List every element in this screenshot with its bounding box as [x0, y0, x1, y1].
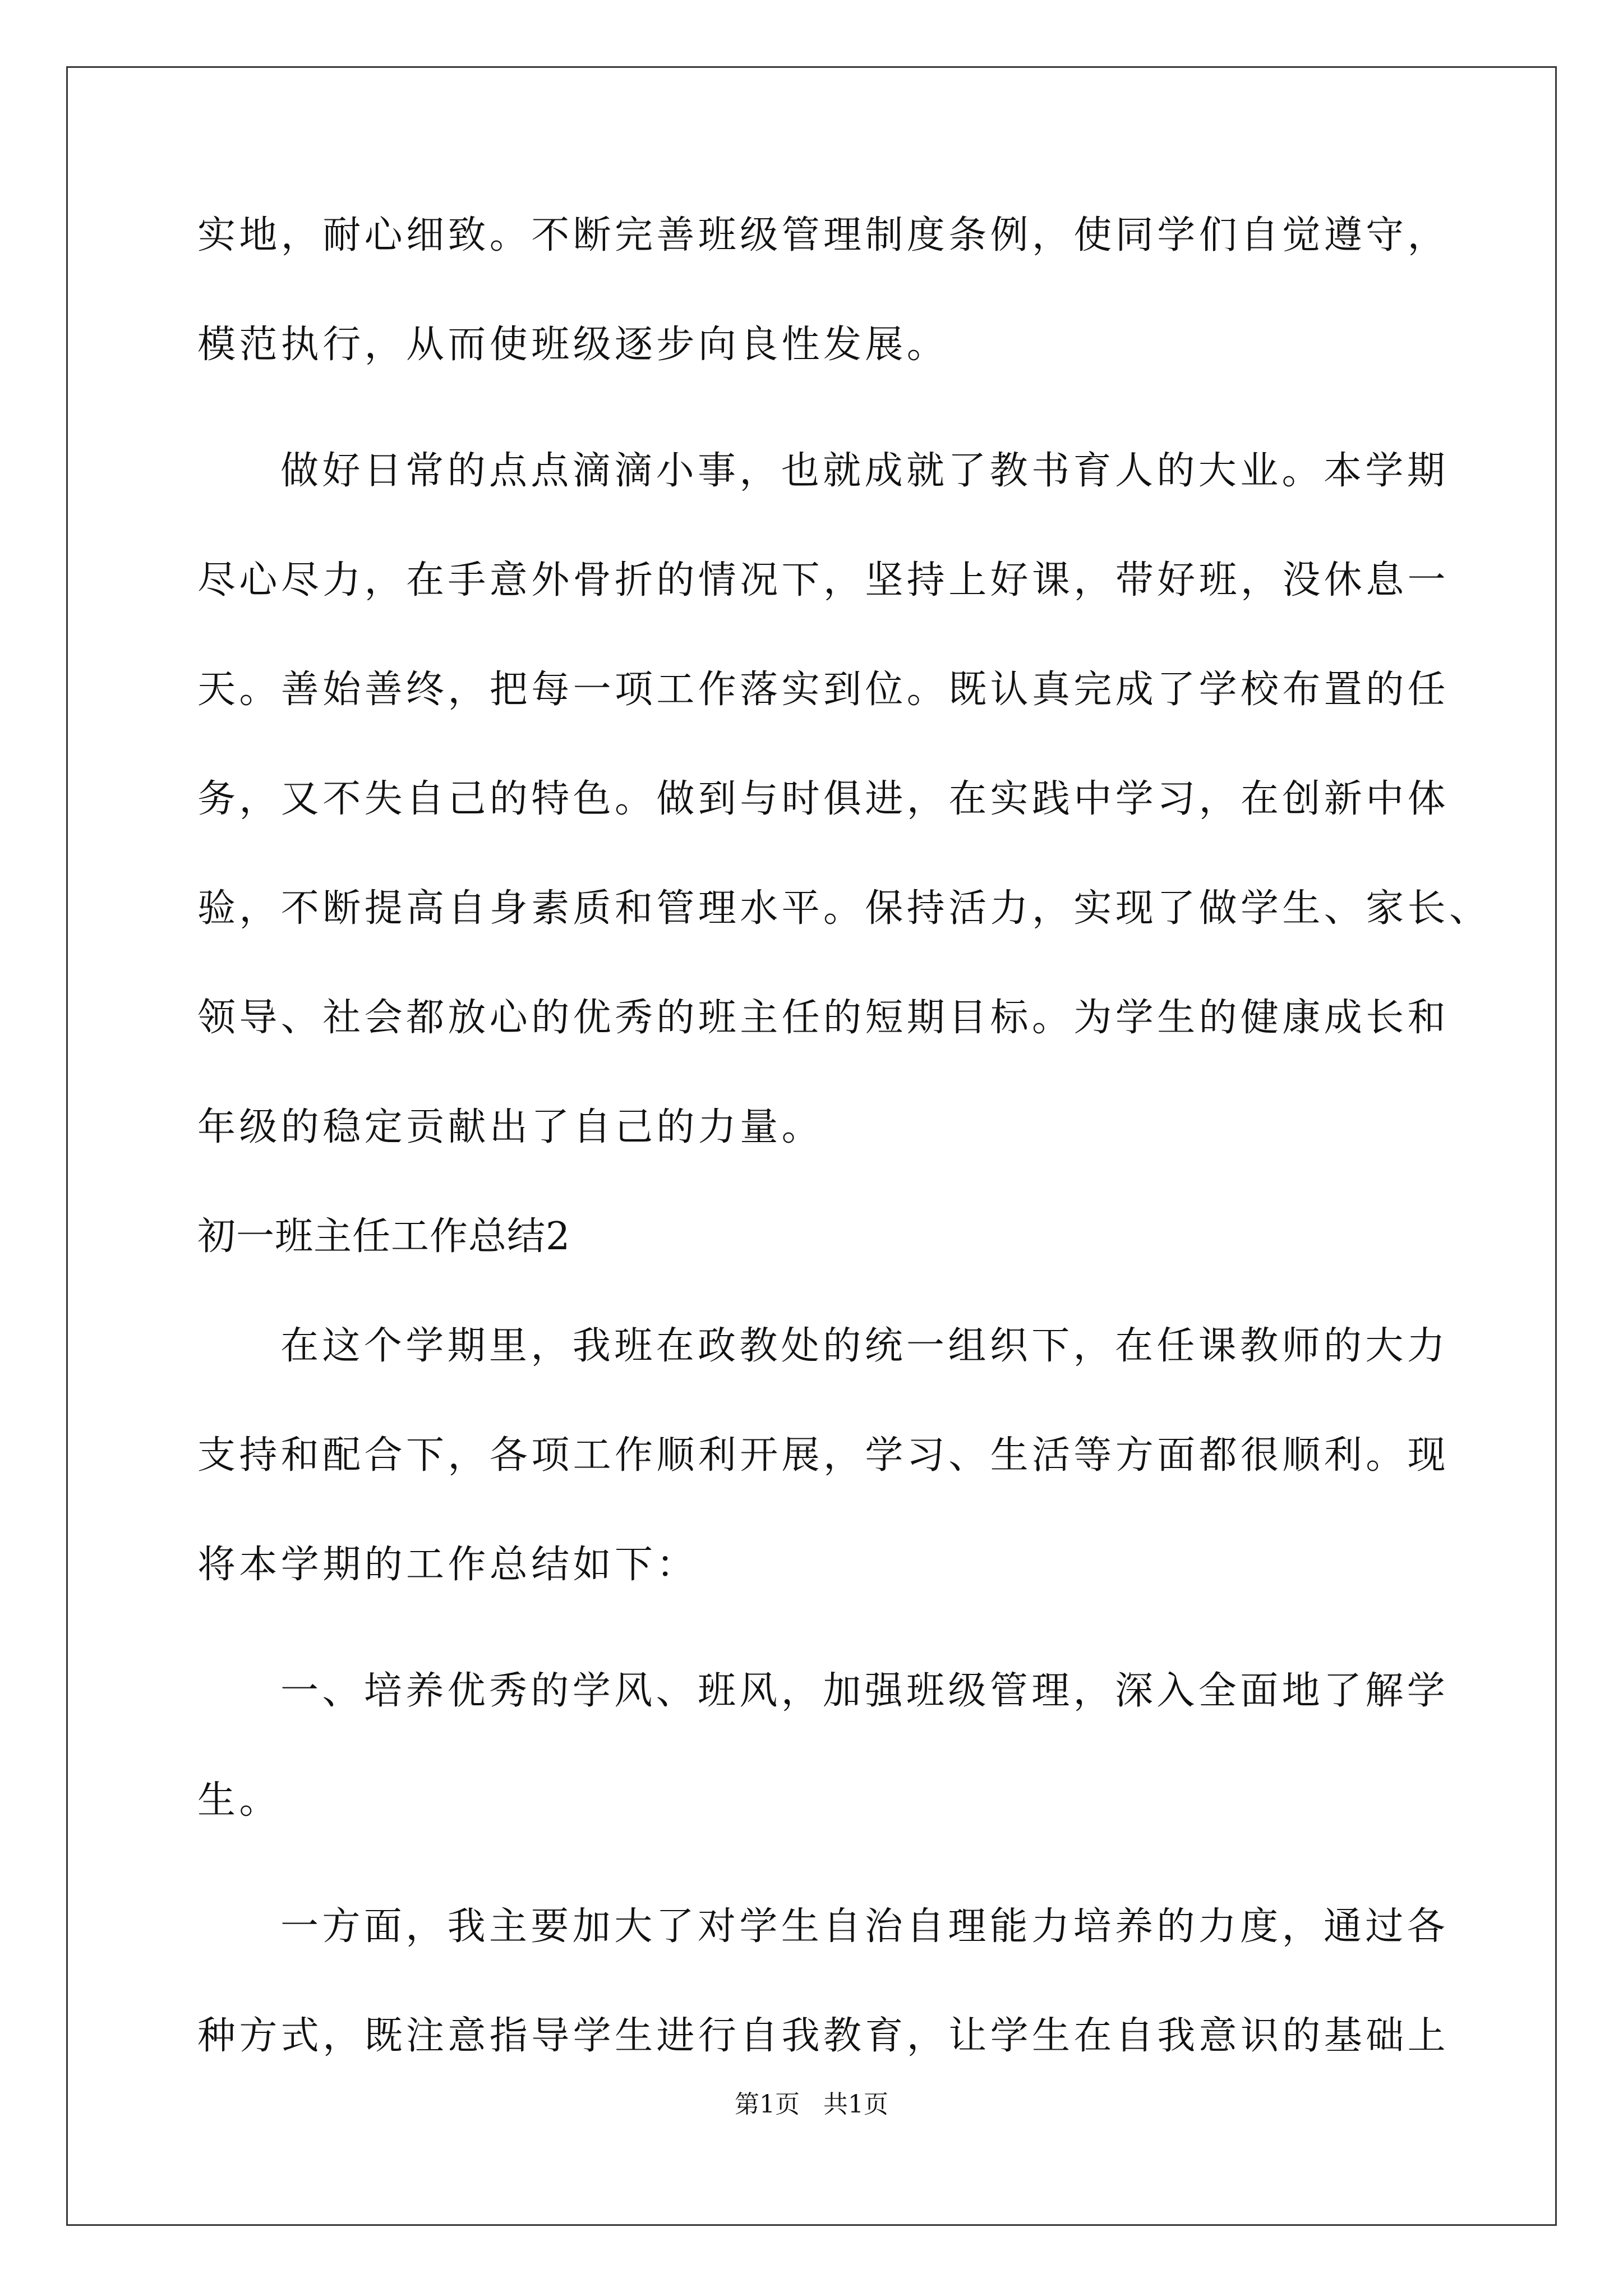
text-line: 务，又不失自己的特色。做到与时俱进，在实践中学习，在创新中体	[197, 777, 1450, 821]
page-number-footer: 第1页 共1页	[735, 2090, 888, 2119]
text-line: 实地，耐心细致。不断完善班级管理制度条例，使同学们自觉遵守，	[197, 213, 1450, 257]
paragraph-start: 一、培养优秀的学风、班风，加强班级管理，深入全面地了解学	[280, 1669, 1449, 1713]
paragraph-start: 一方面，我主要加大了对学生自治自理能力培养的力度，通过各	[280, 1904, 1449, 1949]
text-line: 支持和配合下，各项工作顺利开展，学习、生活等方面都很顺利。现	[197, 1433, 1450, 1478]
section-heading: 初一班主任工作总结2	[197, 1214, 571, 1259]
text-line: 领导、社会都放心的优秀的班主任的短期目标。为学生的健康成长和	[197, 996, 1450, 1040]
text-line: 年级的稳定贡献出了自己的力量。	[197, 1105, 824, 1149]
paragraph-start: 在这个学期里，我班在政教处的统一组织下，在任课教师的大力	[280, 1324, 1449, 1368]
text-line: 生。	[197, 1778, 281, 1823]
text-line: 尽心尽力，在手意外骨折的情况下，坚持上好课，带好班，没休息一	[197, 558, 1450, 602]
paragraph-start: 做好日常的点点滴滴小事，也就成就了教书育人的大业。本学期	[280, 449, 1449, 493]
text-line: 天。善始善终，把每一项工作落实到位。既认真完成了学校布置的任	[197, 668, 1450, 712]
text-line: 种方式，既注意指导学生进行自我教育，让学生在自我意识的基础上	[197, 2014, 1450, 2058]
text-line: 模范执行，从而使班级逐步向良性发展。	[197, 323, 949, 367]
text-line: 验，不断提高自身素质和管理水平。保持活力，实现了做学生、家长、	[197, 886, 1491, 931]
text-line: 将本学期的工作总结如下：	[197, 1543, 698, 1587]
